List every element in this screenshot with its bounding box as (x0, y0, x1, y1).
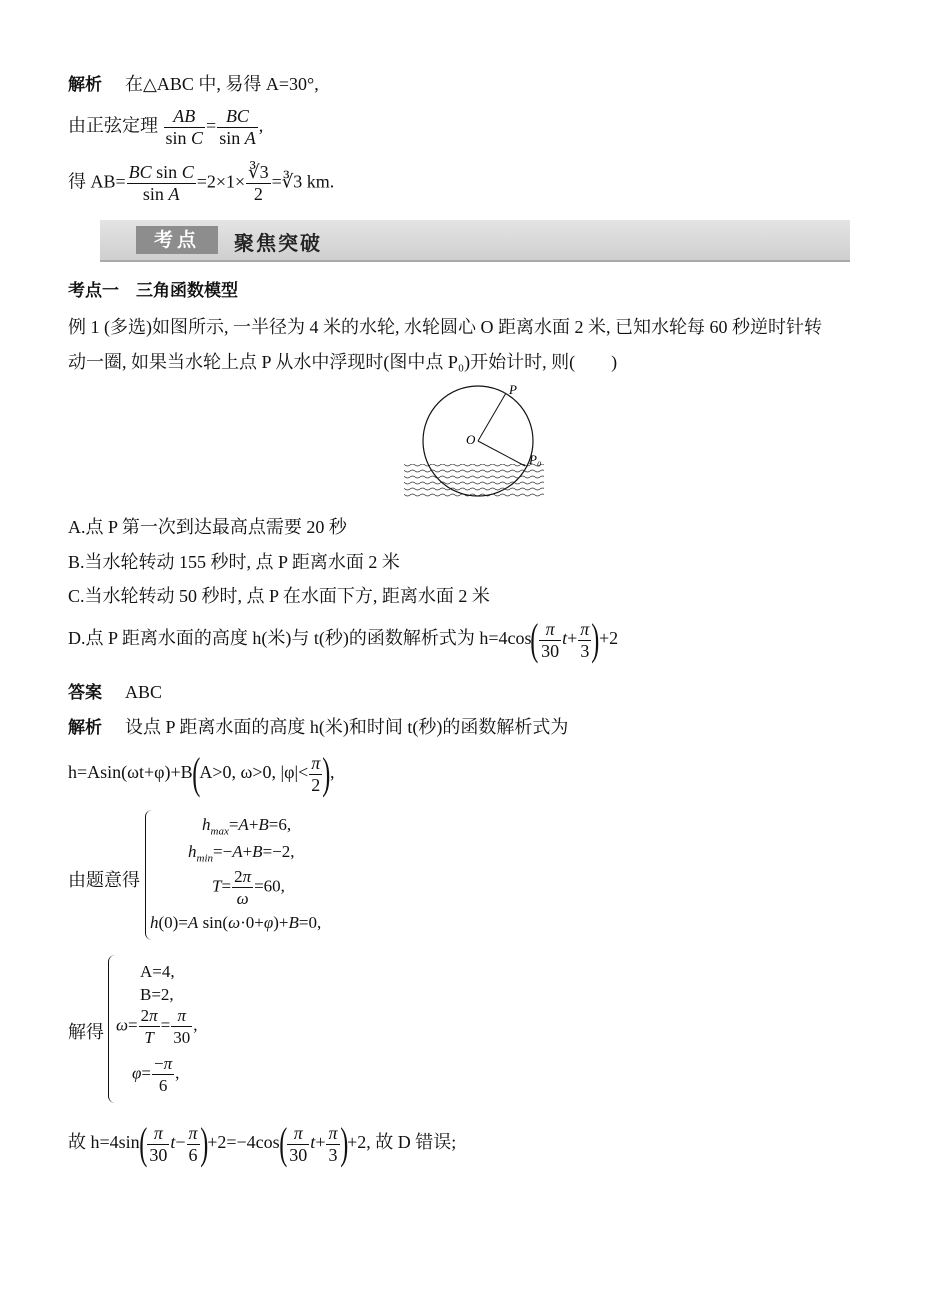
section-heading: 考点一 三角函数模型 (68, 281, 238, 301)
answer-label: 答案 (68, 683, 102, 703)
sys1-hmin: $h_{min}=-A+B=-2$, (188, 842, 295, 865)
example-number: 例 1 (68, 317, 100, 337)
option-d-text: D.点 P 距离水面的高度 h(米)与 t(秒)的函数解析式为 h=4cos (68, 628, 532, 649)
option-c: C.当水轮转动 50 秒时, 点 P 在水面下方, 距离水面 2 米 (68, 586, 490, 606)
sys2-omega: ω= $\frac{2\pi}{T}$ = $\frac{\pi}{30}$ , (116, 1006, 198, 1047)
analysis-label-2: 解析 (68, 718, 102, 738)
brace-2 (108, 955, 115, 1103)
example-line2: 动一圈, 如果当水轮上点 P 从水中浮现时(图中点 P₀)开始计时, 则( ) (68, 352, 618, 372)
ab-result-line (68, 162, 334, 205)
analysis-text: 在△ABC 中, 易得 A=30°, (125, 74, 319, 94)
answer-line (68, 678, 162, 703)
fraction-cbrt3-2: $\frac{∛3}{2}$ (248, 162, 269, 204)
sys1-h0: h(0)=A sin(ω·0+φ)+B=0, (150, 913, 322, 932)
analysis-text-1: 设点 P 距离水面的高度 h(米)和时间 t(秒)的函数解析式为 (125, 717, 569, 737)
sys2-b: B=2, (140, 985, 174, 1004)
law-of-sines-line: 由正弦定理 $\frac{AB}{\text{sin C}}$ = $\frac{BC}{\text{sin A}}$ , (68, 106, 264, 148)
example-text-1: (多选)如图所示, 一半径为 4 米的水轮, 水轮圆心 O 距离水面 2 米, 已知水轮每 60 秒逆时针转 (104, 317, 822, 337)
fraction-ab-sinc: $\frac{AB}{\text{sin C}}$ (165, 106, 204, 148)
ab-prefix: 得 AB= (68, 171, 126, 192)
option-d-suffix: +2 (598, 628, 619, 649)
radius-op (478, 393, 506, 441)
given-label: 由题意得 (68, 870, 140, 890)
ab-tail: =∛3 km. (271, 171, 335, 192)
analysis-label: 解析 (68, 75, 102, 95)
fraction-bc-sinc-sina: $\frac{\text{BC sin C}}{\text{sin A}}$ (128, 162, 194, 204)
formula-conditions: A>0, ω>0, |φ|< (199, 762, 309, 783)
final-mid: +2=−4cos (207, 1132, 280, 1153)
law-of-sines-label: 由正弦定理 (68, 115, 158, 136)
answer-value: ABC (125, 682, 163, 702)
final-tail: +2, 故 D 错误; (347, 1132, 457, 1153)
water-surface (404, 464, 544, 498)
option-d: D.点 P 距离水面的高度 h(米)与 t(秒)的函数解析式为 h=4cos( $\frac{\pi}{30}$ t+ $\frac{\pi}{3}$ )+2 (68, 615, 619, 664)
banner-title: 聚焦突破 (234, 231, 322, 255)
ab-mid: =2×1× (196, 171, 246, 192)
example-line1 (68, 313, 822, 339)
formula-prefix: h=Asin(ωt+φ)+B (68, 762, 193, 783)
general-formula: h=Asin(ωt+φ)+B(A>0, ω>0, |φ|< $\frac{\pi}{2}$ ), (68, 749, 335, 798)
banner-tag: 考点 (136, 226, 218, 254)
fraction-bc-sina: $\frac{BC}{\text{sin A}}$ (219, 106, 256, 148)
solve-label: 解得 (68, 1022, 104, 1042)
label-o: O (466, 432, 476, 447)
sys1-hmax: $h_{max}=A+B=6$, (202, 815, 292, 838)
waterwheel-figure (400, 378, 550, 503)
sys2-phi: φ= $\frac{-\pi}{6}$ , (132, 1054, 180, 1095)
analysis-line1 (68, 713, 568, 739)
section-banner (100, 220, 850, 262)
option-a: A.点 P 第一次到达最高点需要 20 秒 (68, 517, 347, 537)
label-p: P (509, 382, 517, 397)
radius-op0 (478, 441, 525, 466)
sys1-period: T= $\frac{2\pi}{\omega}$ =60, (212, 867, 285, 908)
option-b: B.当水轮转动 155 秒时, 点 P 距离水面 2 米 (68, 552, 400, 572)
final-prefix: 故 h=4sin (68, 1132, 140, 1153)
top-analysis-line1 (68, 70, 319, 96)
final-line: 故 h=4sin( $\frac{\pi}{30}$ t− $\frac{\pi}{6}$ )+2=−4cos( $\frac{\pi}{30}$ t+ $\frac{\pi}{3}$ )+2, 故 D 错误; (68, 1119, 457, 1168)
sys2-a: A=4, (140, 962, 175, 981)
label-p0: P₀ (529, 452, 542, 467)
